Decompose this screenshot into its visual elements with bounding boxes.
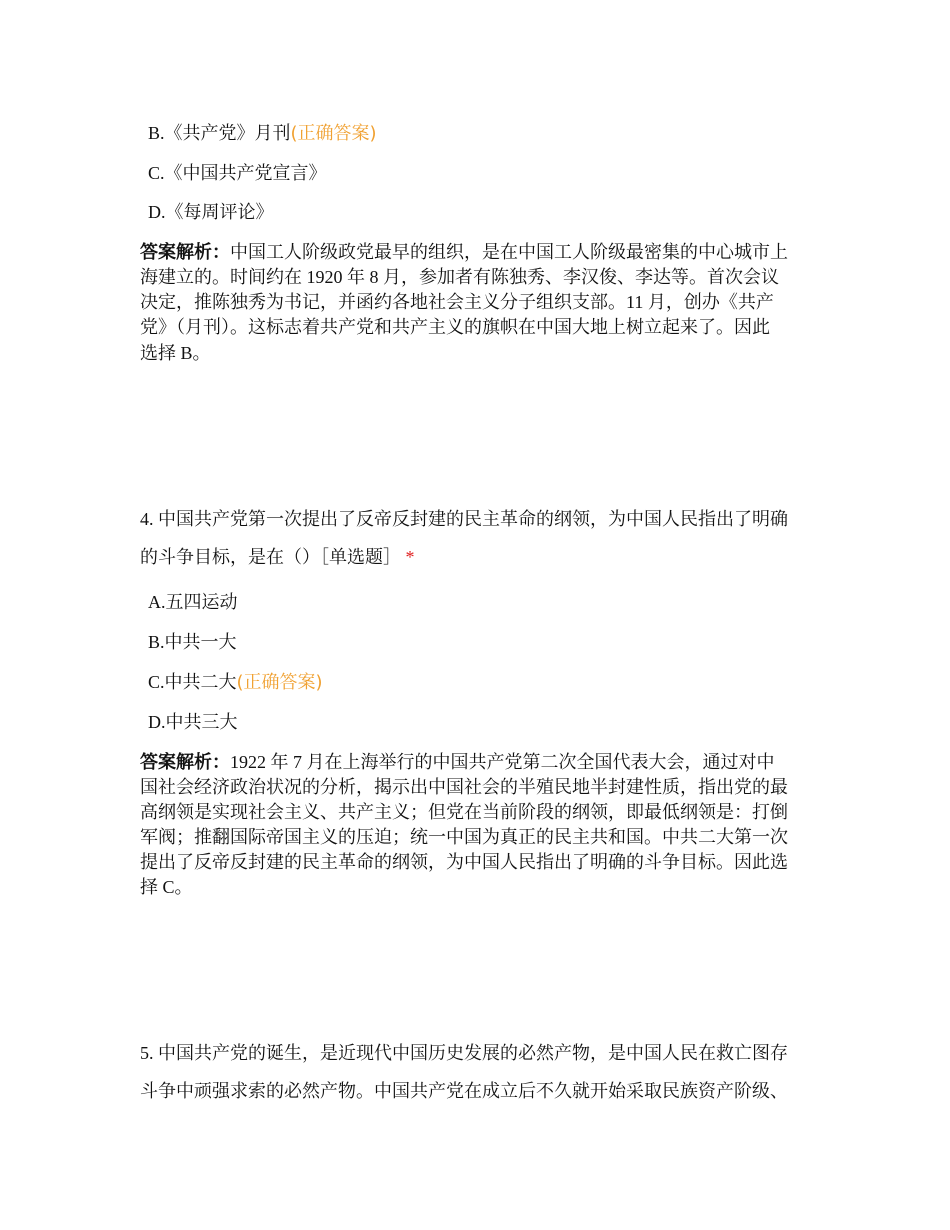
- explanation-line: 择 C。: [140, 877, 193, 897]
- explanation-line: 决定，推陈独秀为书记，并函约各地社会主义分子组织支部。11 月，创办《共产: [140, 292, 774, 312]
- option-b[interactable]: [148, 121, 377, 146]
- option-text: C.中共二大: [148, 672, 237, 692]
- explanation-line: 军阀；推翻国际帝国主义的压迫；统一中国为真正的民主共和国。中共二大第一次: [140, 827, 788, 847]
- question-text: 的斗争目标，是在（）［单选题］: [140, 547, 401, 567]
- explanation-line: 高纲领是实现社会主义、共产主义；但党在当前阶段的纲领，即最低纲领是：打倒: [140, 802, 788, 822]
- correct-answer-tag: (正确答案): [236, 672, 323, 693]
- explanation-line: [140, 240, 788, 265]
- option-text: B.《共产党》月刊: [148, 123, 291, 143]
- explanation-line: 提出了反帝反封建的民主革命的纲领，为中国人民指出了明确的斗争目标。因此选: [140, 852, 788, 872]
- explanation-label: 答案解析：: [140, 752, 230, 773]
- option-d[interactable]: D.中共三大: [148, 712, 238, 732]
- question-title-cont: 斗争中顽强求索的必然产物。中国共产党在成立后不久就开始采取民族资产阶级、: [140, 1081, 788, 1101]
- explanation-line: 党》（月刊）。这标志着共产党和共产主义的旗帜在中国大地上树立起来了。因此: [140, 317, 770, 337]
- explanation-label: 答案解析：: [140, 242, 230, 263]
- option-a[interactable]: A.五四运动: [148, 592, 238, 612]
- required-mark: *: [405, 547, 415, 567]
- explanation-text: 1922 年 7 月在上海举行的中国共产党第二次全国代表大会，通过对中: [230, 752, 775, 772]
- option-b[interactable]: B.中共一大: [148, 632, 237, 652]
- explanation-line: [140, 750, 775, 775]
- explanation-line: 国社会经济政治状况的分析，揭示出中国社会的半殖民地半封建性质，指出党的最: [140, 777, 788, 797]
- option-d[interactable]: D.《每周评论》: [148, 202, 274, 222]
- explanation-line: 海建立的。时间约在 1920 年 8 月，参加者有陈独秀、李汉俊、李达等。首次会议: [140, 267, 779, 287]
- explanation-line: 选择 B。: [140, 343, 211, 363]
- option-c[interactable]: C.《中国共产党宣言》: [148, 163, 327, 183]
- question-title-cont: [140, 545, 415, 569]
- explanation-text: 中国工人阶级政党最早的组织，是在中国工人阶级最密集的中心城市上: [230, 242, 788, 262]
- question-title: 4. 中国共产党第一次提出了反帝反封建的民主革命的纲领，为中国人民指出了明确: [140, 509, 788, 529]
- option-c[interactable]: [148, 670, 323, 695]
- question-title: 5. 中国共产党的诞生，是近现代中国历史发展的必然产物，是中国人民在救亡图存: [140, 1043, 788, 1063]
- correct-answer-tag: (正确答案): [290, 123, 377, 144]
